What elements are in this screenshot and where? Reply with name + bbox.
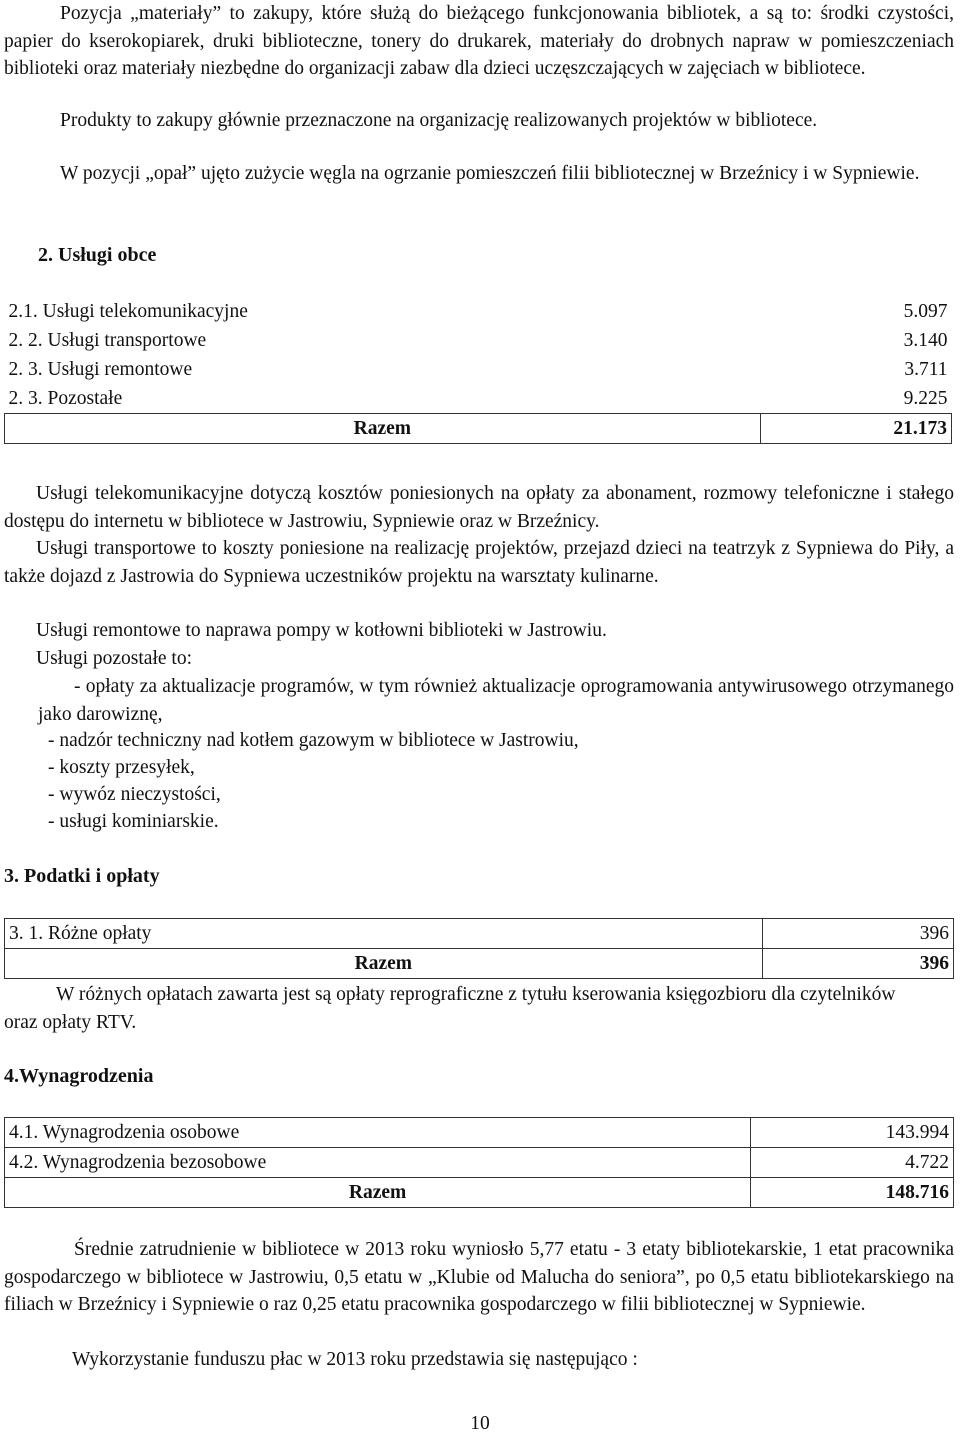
section-3-heading: 3. Podatki i opłaty: [4, 865, 160, 887]
table-row: [5, 1148, 954, 1178]
row-value: 3.711: [904, 359, 948, 380]
section-2-heading: 2. Usługi obce: [38, 244, 157, 266]
fees-table: [4, 918, 954, 979]
row-label: 2. 2. Usługi transportowe: [8, 330, 207, 351]
row-value: 4.722: [751, 1148, 954, 1178]
total-label: Razem: [5, 414, 761, 444]
page-number: 10: [470, 1413, 490, 1434]
row-value: 143.994: [751, 1118, 954, 1148]
payroll-paragraph: Wykorzystanie funduszu płac w 2013 roku przedstawia się następująco :: [72, 1349, 638, 1370]
salaries-table: [4, 1117, 954, 1208]
total-value: 396: [762, 949, 953, 979]
fees-paragraph: W różnych opłatach zawarta jest są opłaty reprograficzne z tytułu kserowania księgozbioru dla czytelników oraz opłaty RTV.: [4, 984, 896, 1033]
bullet-item: - nadzór techniczny nad kotłem gazowym w bibliotece w Jastrowiu,: [48, 730, 579, 751]
table-total-row: [5, 949, 954, 979]
transport-paragraph: Usługi transportowe to koszty poniesione na realizację projektów, przejazd dzieci na teatrzyk z Sypniewa do Piły, a także dojazd z Jastrowia do Sypniewa uczestników projektu na warsztaty kulinarne.: [4, 538, 954, 587]
bullet-item: - wywóz nieczystości,: [48, 784, 221, 805]
table-row: [5, 919, 954, 949]
row-label: 4.1. Wynagrodzenia osobowe: [5, 1118, 751, 1148]
other-services-paragraph: Usługi pozostałe to:: [36, 648, 192, 669]
bullet-item: - opłaty za aktualizacje programów, w tym również aktualizacje oprogramowania antywirusowego otrzymanego jako darowiznę,: [38, 676, 954, 725]
table-total-row: [5, 1178, 954, 1208]
employment-paragraph: Średnie zatrudnienie w bibliotece w 2013 roku wyniosło 5,77 etatu - 3 etaty bibliotekarskie, 1 etat pracownika gospodarczego w bibliotece w Jastrowiu, 0,5 etatu w „Klubie od Malucha do seniora”, po 0,5 etatu bibliotekarskiego na filiach w Brzeźnicy i Sypniewie o raz 0,25 etatu pracownika gospodarczego w filii bibliotecznej w Sypniewie.: [4, 1239, 954, 1315]
row-value: 9.225: [903, 388, 948, 409]
table-row: [5, 355, 952, 384]
total-label: Razem: [5, 949, 763, 979]
repairs-paragraph: Usługi remontowe to naprawa pompy w kotłowni biblioteki w Jastrowiu.: [36, 620, 607, 641]
row-value: 5.097: [903, 301, 948, 322]
row-value: 3.140: [903, 330, 948, 351]
external-services-table: [4, 297, 952, 444]
fuel-paragraph: W pozycji „opał” ujęto zużycie węgla na ogrzanie pomieszczeń filii bibliotecznej w Brzeźnicy i w Sypniewie.: [60, 163, 920, 184]
table-row: [5, 326, 952, 355]
row-label: 3. 1. Różne opłaty: [5, 919, 763, 949]
bullet-item: - koszty przesyłek,: [48, 757, 195, 778]
bullet-item: - usługi kominiarskie.: [48, 811, 219, 832]
table-row: [5, 1118, 954, 1148]
section-4-heading: 4.Wynagrodzenia: [4, 1065, 154, 1087]
total-label: Razem: [5, 1178, 751, 1208]
table-row: [5, 297, 952, 326]
table-total-row: [5, 414, 952, 444]
table-row: [5, 384, 952, 414]
total-value: 148.716: [751, 1178, 954, 1208]
row-label: 2. 3. Pozostałe: [8, 388, 123, 409]
row-label: 2.1. Usługi telekomunikacyjne: [8, 301, 248, 322]
materials-paragraph: Pozycja „materiały” to zakupy, które służą do bieżącego funkcjonowania bibliotek, a są to: środki czystości, papier do kserokopiarek, druki biblioteczne, tonery do drukarek, materiały do drobnych napraw w pomieszczeniach biblioteki oraz materiały niezbędne do organizacji zabaw dla dzieci uczęszczających w zajęciach w bibliotece.: [4, 3, 954, 79]
telecom-paragraph: Usługi telekomunikacyjne dotyczą kosztów poniesionych na opłaty za abonament, rozmowy telefoniczne i stałego dostępu do internetu w bibliotece w Jastrowiu, Sypniewie oraz w Brzeźnicy.: [4, 483, 954, 532]
row-label: 4.2. Wynagrodzenia bezosobowe: [5, 1148, 751, 1178]
row-label: 2. 3. Usługi remontowe: [8, 359, 193, 380]
row-value: 396: [762, 919, 953, 949]
total-value: 21.173: [760, 414, 951, 444]
products-paragraph: Produkty to zakupy głównie przeznaczone na organizację realizowanych projektów w bibliotece.: [60, 110, 818, 131]
